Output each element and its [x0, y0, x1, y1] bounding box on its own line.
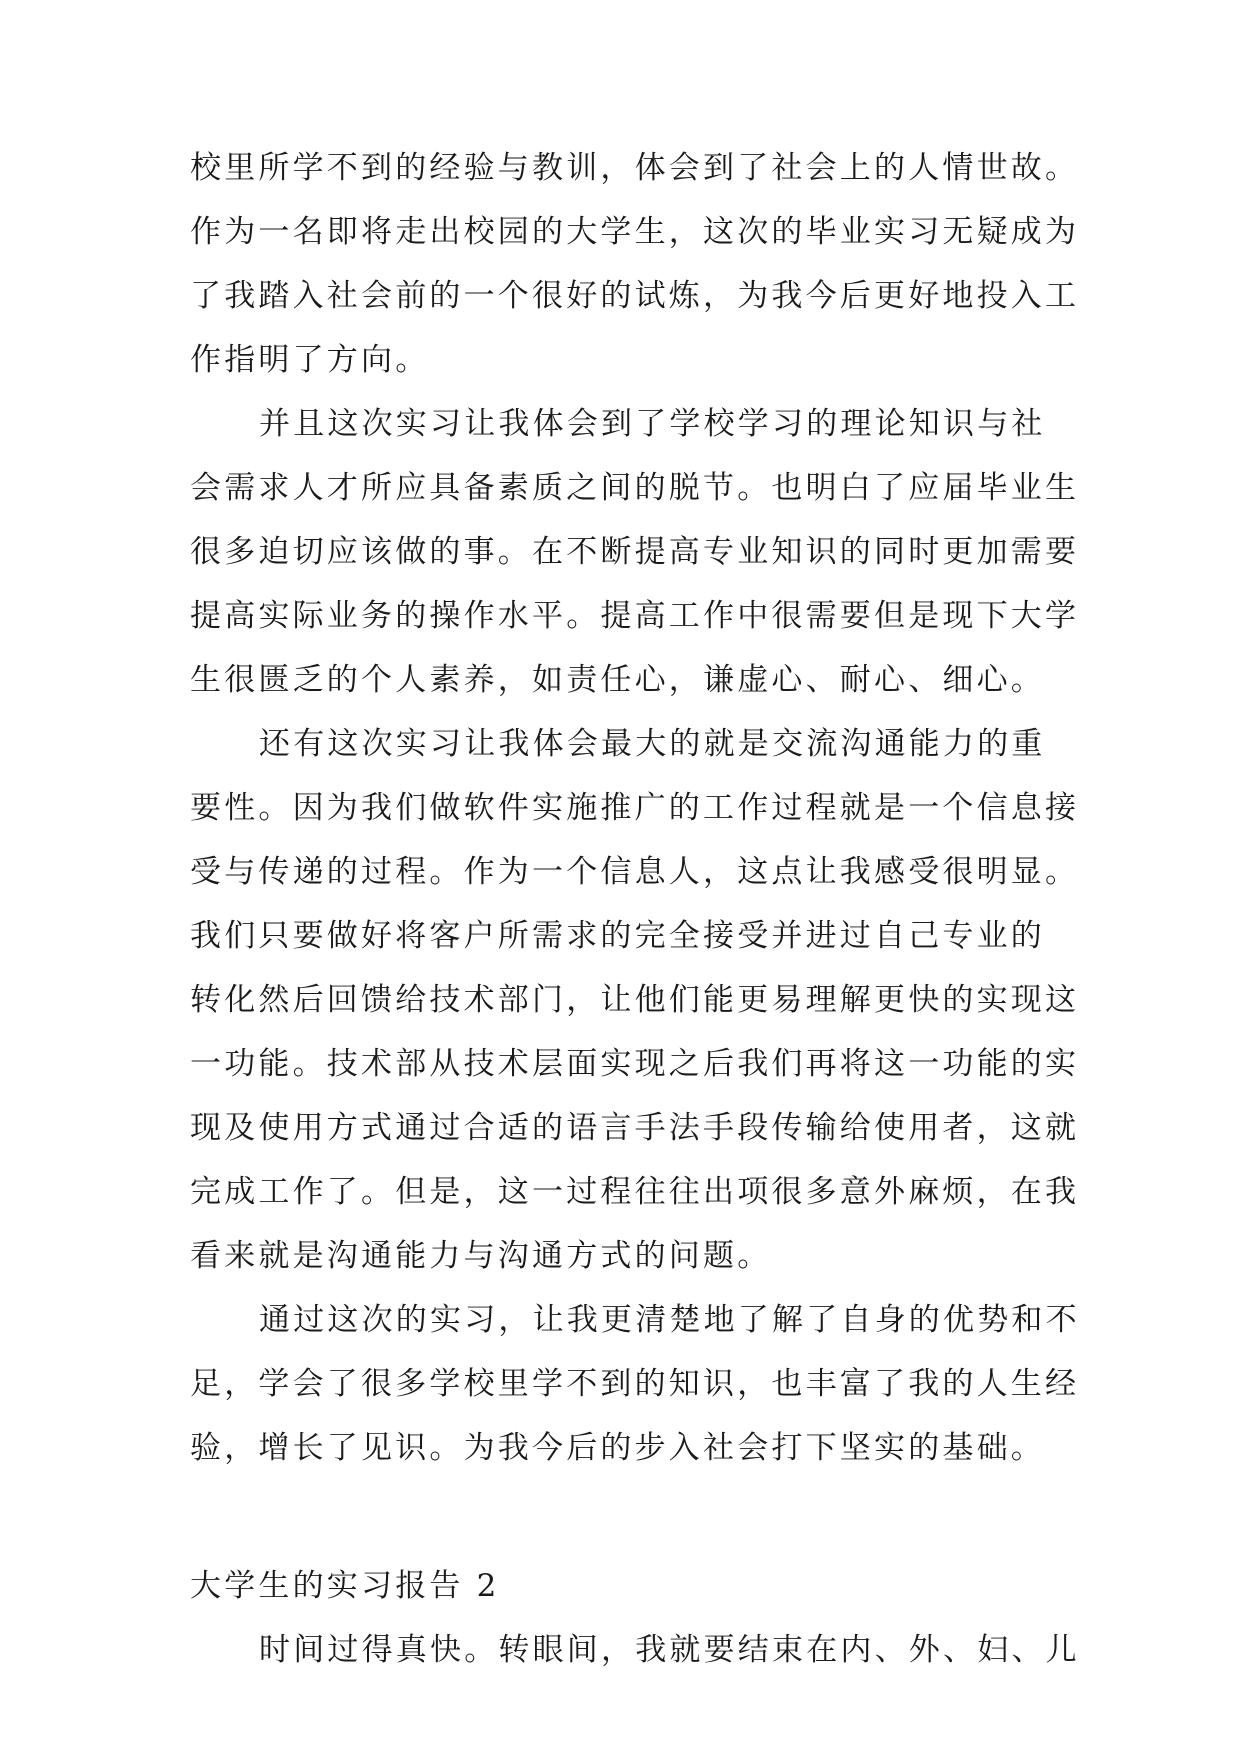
text-line: 生很匮乏的个人素养，如责任心，谦虚心、耐心、细心。 [190, 662, 1045, 698]
document-body [190, 136, 1080, 1682]
text-line: 现及使用方式通过合适的语言手法手段传输给使用者，这就 [190, 1110, 1080, 1146]
text-line: 足，学会了很多学校里学不到的知识，也丰富了我的人生经 [190, 1366, 1080, 1402]
text-line: 作指明了方向。 [190, 342, 430, 378]
paragraph-1 [190, 136, 1080, 392]
text-line: 会需求人才所应具备素质之间的脱节。也明白了应届毕业生 [190, 470, 1080, 506]
text-line: 验，增长了见识。为我今后的步入社会打下坚实的基础。 [190, 1430, 1045, 1466]
text-line: 提高实际业务的操作水平。提高工作中很需要但是现下大学 [190, 598, 1080, 634]
text-line: 完成工作了。但是，这一过程往往出项很多意外麻烦，在我 [190, 1174, 1080, 1210]
paragraph-2 [190, 392, 1080, 712]
text-line: 我们只要做好将客户所需求的完全接受并进过自己专业的 [190, 918, 1045, 954]
text-line: 时间过得真快。转眼间，我就要结束在内、外、妇、儿 [259, 1632, 1080, 1668]
paragraph-3 [190, 712, 1080, 1288]
text-line: 很多迫切应该做的事。在不断提高专业知识的同时更加需要 [190, 534, 1080, 570]
text-line: 一功能。技术部从技术层面实现之后我们再将这一功能的实 [190, 1046, 1080, 1082]
text-line: 转化然后回馈给技术部门，让他们能更易理解更快的实现这 [190, 982, 1080, 1018]
text-line: 受与传递的过程。作为一个信息人，这点让我感受很明显。 [190, 854, 1080, 890]
text-line: 作为一名即将走出校园的大学生，这次的毕业实习无疑成为 [190, 214, 1080, 250]
text-line: 看来就是沟通能力与沟通方式的问题。 [190, 1238, 772, 1274]
section-gap [190, 1480, 1060, 1554]
paragraph-4 [190, 1288, 1080, 1480]
text-line: 了我踏入社会前的一个很好的试炼，为我今后更好地投入工 [190, 278, 1080, 314]
text-line: 并且这次实习让我体会到了学校学习的理论知识与社 [259, 406, 1046, 442]
text-line: 还有这次实习让我体会最大的就是交流沟通能力的重 [259, 726, 1046, 762]
text-line: 要性。因为我们做软件实施推广的工作过程就是一个信息接 [190, 790, 1080, 826]
text-line: 通过这次的实习，让我更清楚地了解了自身的优势和不 [259, 1302, 1080, 1338]
text-line: 校里所学不到的经验与教训，体会到了社会上的人情世故。 [190, 150, 1080, 186]
section-heading: 大学生的实习报告 2 [190, 1568, 500, 1604]
